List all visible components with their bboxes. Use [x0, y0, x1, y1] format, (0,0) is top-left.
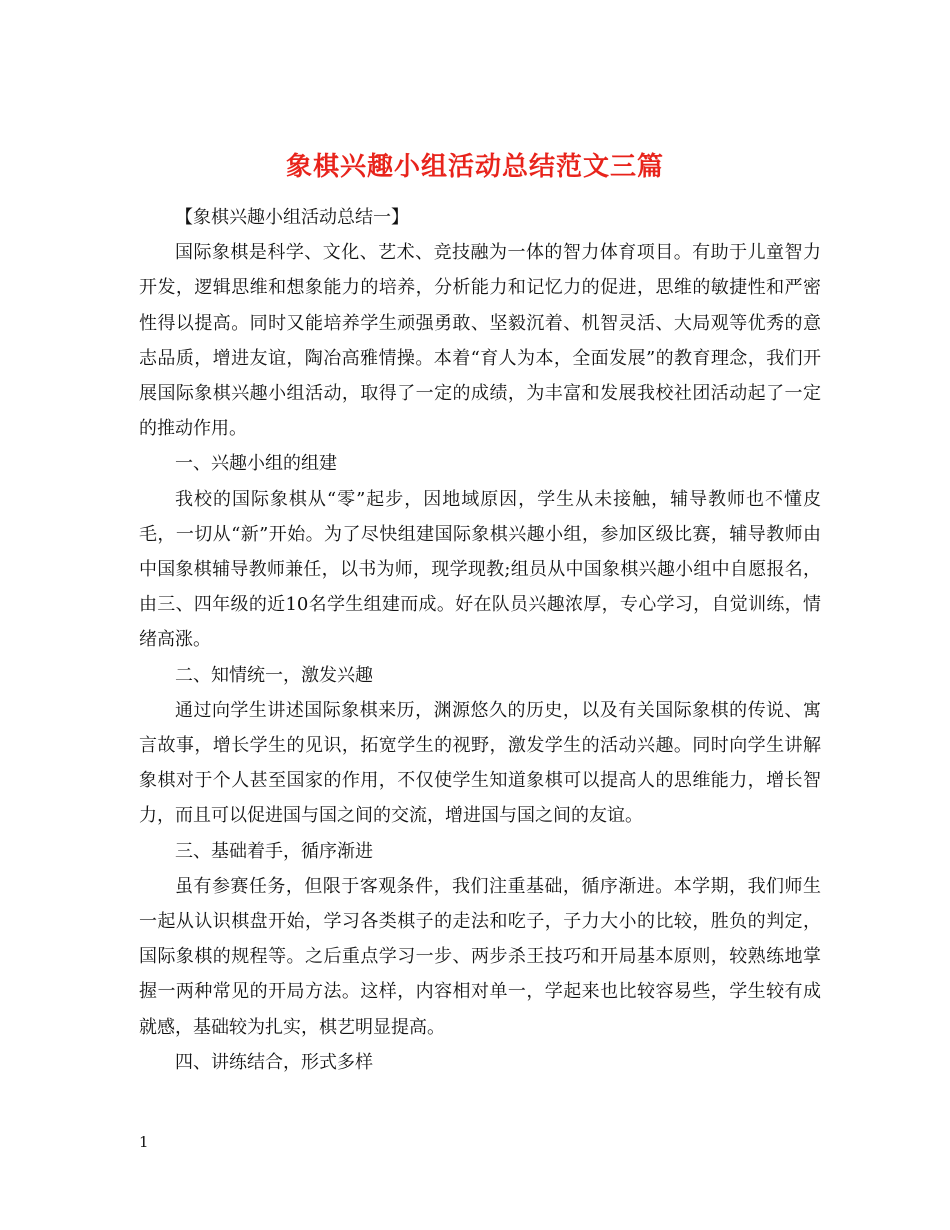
- page-number: 1: [139, 1133, 149, 1151]
- section-heading-1: 一、兴趣小组的组建: [175, 453, 337, 475]
- intro-paragraph: 国际象棋是科学、文化、艺术、竞技融为一体的智力体育项目。有助于儿童智力开发，逻辑思维和想象能力的培养，分析能力和记忆力的促进，思维的敏捷性和严密性得以提高。同时又能培养学生顽强勇敢、坚毅沉着、机智灵活、大局观等优秀的意志品质，增进友谊，陶冶高雅情操。本着“育人为本，全面发展”的教育理念，我们开展国际象棋兴趣小组活动，取得了一定的成绩，为丰富和发展我校社团活动起了一定的推动作用。: [139, 242, 821, 440]
- section-paragraph-1: 我校的国际象棋从“零”起步，因地域原因，学生从未接触，辅导教师也不懂皮毛，一切从“新”开始。为了尽快组建国际象棋兴趣小组，参加区级比赛，辅导教师由中国象棋辅导教师兼任，以书为师，现学现教;组员从中国象棋兴趣小组中自愿报名，由三、四年级的近10名学生组建而成。好在队员兴趣浓厚，专心学习，自觉训练，情绪高涨。: [139, 488, 821, 651]
- section-heading-3: 三、基础着手，循序渐进: [175, 840, 373, 862]
- section-paragraph-3: 虽有参赛任务，但限于客观条件，我们注重基础，循序渐进。本学期，我们师生一起从认识棋盘开始，学习各类棋子的走法和吃子，子力大小的比较，胜负的判定，国际象棋的规程等。之后重点学习一步、两步杀王技巧和开局基本原则，较熟练地掌握一两种常见的开局方法。这样，内容相对单一，学起来也比较容易些，学生较有成就感，基础较为扎实，棋艺明显提高。: [139, 875, 821, 1038]
- section-paragraph-2: 通过向学生讲述国际象棋来历，渊源悠久的历史，以及有关国际象棋的传说、寓言故事，增长学生的见识，拓宽学生的视野，激发学生的活动兴趣。同时向学生讲解象棋对于个人甚至国家的作用，不仅使学生知道象棋可以提高人的思维能力，增长智力，而且可以促进国与国之间的交流，增进国与国之间的友谊。: [139, 699, 821, 827]
- document-title: 象棋兴趣小组活动总结范文三篇: [285, 152, 664, 183]
- section-heading-summary-one: 【象棋兴趣小组活动总结一】: [175, 207, 409, 228]
- document-body: [139, 200, 821, 1080]
- section-heading-4: 四、讲练结合，形式多样: [175, 1051, 373, 1073]
- section-heading-2: 二、知情统一，激发兴趣: [175, 664, 373, 686]
